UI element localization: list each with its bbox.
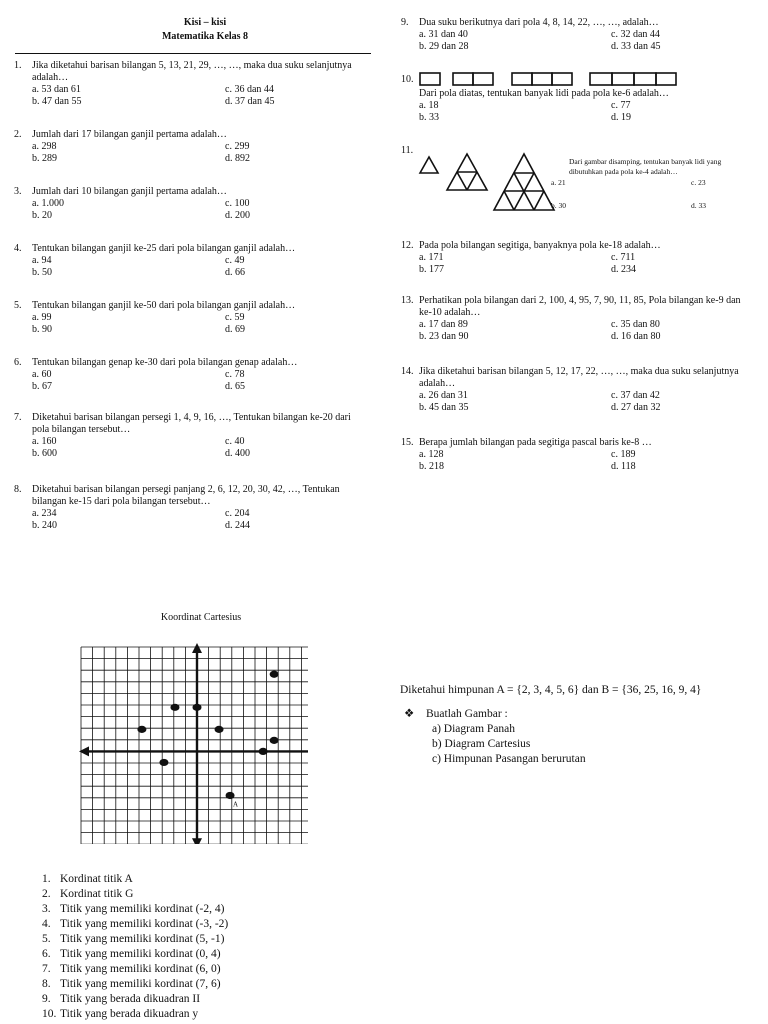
answer-option[interactable]: d. 118 (611, 461, 636, 472)
question-7 (14, 412, 359, 460)
answer-option[interactable]: a. 60 (32, 369, 52, 380)
answer-option[interactable]: a. 234 (32, 508, 57, 519)
list-text: Titik yang memiliki kordinat (5, -1) (60, 933, 225, 945)
list-text: Titik yang memiliki kordinat (6, 0) (60, 963, 221, 975)
list-text: Titik yang berada dikuadran II (60, 993, 201, 1005)
question-number: 10. (401, 74, 414, 85)
question-number: 13. (401, 295, 414, 306)
question-text: Dua suku berikutnya dari pola 4, 8, 14, 22, …, …, adalah… (419, 17, 659, 28)
answer-option[interactable]: b. 20 (32, 210, 52, 221)
document-header (60, 16, 350, 44)
y-axis-down-arrow-icon (192, 838, 202, 844)
coordinate-list-item (42, 947, 362, 962)
answer-option[interactable]: d. 892 (225, 153, 250, 164)
question-15 (401, 437, 751, 473)
answer-option[interactable]: a. 171 (419, 252, 444, 263)
question-number: 11. (401, 145, 414, 156)
cartesian-grid (72, 638, 308, 844)
y-axis-up-arrow-icon (192, 643, 202, 653)
answer-option[interactable]: c. 23 (691, 178, 706, 187)
question-text: Tentukan bilangan genap ke-30 dari pola bilangan genap adalah… (32, 357, 298, 368)
answer-option[interactable]: b. 45 dan 35 (419, 402, 469, 413)
coordinate-list-item (42, 887, 362, 902)
answer-option[interactable]: a. 17 dan 89 (419, 319, 468, 330)
coordinate-list-item (42, 962, 362, 977)
answer-option[interactable]: b. 23 dan 90 (419, 331, 469, 342)
answer-option[interactable]: c. 78 (225, 369, 245, 380)
coordinate-list-item (42, 872, 362, 887)
coordinate-list-item (42, 992, 362, 1007)
triangle-pattern-2 (447, 154, 487, 190)
coordinate-question-list (42, 872, 362, 1022)
coordinate-list-item (42, 977, 362, 992)
answer-option[interactable]: d. 234 (611, 264, 636, 275)
answer-option[interactable]: c. 204 (225, 508, 250, 519)
diamond-bullet-icon: ❖ (404, 708, 415, 720)
question-text: Jika diketahui barisan bilangan 5, 12, 17, 22, …, …, maka dua suku selanjutnya adalah… (419, 366, 739, 389)
question-3 (14, 186, 359, 222)
answer-option[interactable]: d. 33 dan 45 (611, 41, 661, 52)
list-number: 7. (42, 963, 51, 975)
answer-option[interactable]: a. 53 dan 61 (32, 84, 81, 95)
plotted-point (226, 792, 235, 799)
question-text: Tentukan bilangan ganjil ke-50 dari pola bilangan ganjil adalah… (32, 300, 296, 311)
answer-option[interactable]: b. 289 (32, 153, 57, 164)
triangle-pattern-figure (418, 152, 558, 214)
plotted-point (159, 759, 168, 766)
square-pattern-3 (512, 73, 572, 85)
square-pattern-1 (420, 73, 440, 85)
answer-option[interactable]: d. 16 dan 80 (611, 331, 661, 342)
list-number: 4. (42, 918, 51, 930)
plotted-point (193, 704, 202, 711)
question-number: 9. (401, 17, 409, 28)
answer-option[interactable]: b. 50 (32, 267, 52, 278)
question-14 (401, 366, 751, 414)
question-text: Diketahui barisan bilangan persegi panjang 2, 6, 12, 20, 30, 42, …, Tentukan bilangan ke-15 dari pola bilangan tersebut… (32, 484, 340, 507)
answer-option[interactable]: d. 27 dan 32 (611, 402, 661, 413)
set-info-task-text: Buatlah Gambar : (426, 708, 508, 720)
answer-option[interactable]: c. 77 (611, 100, 631, 111)
answer-option[interactable]: a. 128 (419, 449, 444, 460)
set-info-items (432, 722, 760, 767)
set-info-text: Diketahui himpunan A = {2, 3, 4, 5, 6} dan B = {36, 25, 16, 9, 4} (400, 684, 702, 696)
list-text: Titik yang berada dikuadran y (60, 1008, 199, 1020)
question-text: Jumlah dari 10 bilangan ganjil pertama adalah… (32, 186, 227, 197)
list-number: 5. (42, 933, 51, 945)
answer-option[interactable]: d. 19 (611, 112, 631, 123)
answer-option[interactable]: a. 160 (32, 436, 57, 447)
answer-option[interactable]: c. 59 (225, 312, 245, 323)
answer-option[interactable]: c. 32 dan 44 (611, 29, 660, 40)
list-number: 8. (42, 978, 51, 990)
question-text: Berapa jumlah bilangan pada segitiga pascal baris ke-8 … (419, 437, 652, 448)
list-number: 10. (42, 1008, 57, 1020)
question-number: 12. (401, 240, 414, 251)
answer-option[interactable]: a. 18 (419, 100, 439, 111)
set-task-item: b) Diagram Cartesius (432, 738, 531, 750)
plotted-point (170, 704, 179, 711)
answer-option[interactable]: d. 400 (225, 448, 250, 459)
question-1 (14, 60, 359, 108)
answer-option[interactable]: b. 67 (32, 381, 52, 392)
answer-option[interactable]: b. 218 (419, 461, 444, 472)
list-number: 6. (42, 948, 51, 960)
question-text: Jika diketahui barisan bilangan 5, 13, 21, 29, …, …, maka dua suku selanjutnya adalah… (32, 60, 352, 83)
question-number: 4. (14, 243, 22, 254)
answer-option[interactable]: a. 21 (551, 178, 566, 187)
plotted-point (215, 726, 224, 733)
plotted-point (259, 748, 268, 755)
answer-option[interactable]: a. 99 (32, 312, 52, 323)
list-text: Titik yang memiliki kordinat (0, 4) (60, 948, 221, 960)
coordinate-list-item (42, 932, 362, 947)
list-number: 1. (42, 873, 51, 885)
answer-option[interactable]: b. 30 (551, 201, 566, 210)
question-number: 7. (14, 412, 22, 423)
question-text: Jumlah dari 17 bilangan ganjil pertama adalah… (32, 129, 227, 140)
question-4 (14, 243, 359, 279)
question-text: Dari gambar disamping, tentukan banyak lidi yang dibutuhkan pada pola ke-4 adalah… (569, 157, 722, 176)
answer-option[interactable]: a. 1.000 (32, 198, 64, 209)
answer-option[interactable]: a. 26 dan 31 (419, 390, 468, 401)
answer-option[interactable]: a. 298 (32, 141, 57, 152)
plotted-point (270, 737, 279, 744)
set-task-item: c) Himpunan Pasangan berurutan (432, 753, 586, 765)
square-pattern-2 (453, 73, 493, 85)
question-number: 15. (401, 437, 414, 448)
question-number: 6. (14, 357, 22, 368)
set-info-section (400, 683, 760, 767)
answer-option[interactable]: c. 35 dan 80 (611, 319, 660, 330)
list-text: Titik yang memiliki kordinat (7, 6) (60, 978, 221, 990)
triangle-pattern-3 (494, 154, 554, 210)
question-5 (14, 300, 359, 336)
answer-option[interactable]: d. 65 (225, 381, 245, 392)
answer-option[interactable]: c. 49 (225, 255, 245, 266)
triangle-pattern-1 (420, 157, 438, 173)
question-text: Tentukan bilangan ganjil ke-25 dari pola bilangan ganjil adalah… (32, 243, 296, 254)
answer-option[interactable]: d. 244 (225, 520, 250, 531)
answer-option[interactable]: c. 40 (225, 436, 245, 447)
list-text: Kordinat titik G (60, 888, 134, 900)
list-number: 9. (42, 993, 51, 1005)
answer-option[interactable]: c. 711 (611, 252, 636, 263)
plotted-point (137, 726, 146, 733)
question-number: 8. (14, 484, 22, 495)
question-number: 1. (14, 60, 22, 71)
document-title: Kisi – kisi (183, 17, 227, 28)
answer-option[interactable]: d. 200 (225, 210, 250, 221)
coordinate-list-item (42, 902, 362, 917)
answer-option[interactable]: c. 299 (225, 141, 250, 152)
coordinate-list-item (42, 917, 362, 932)
question-text: Dari pola diatas, tentukan banyak lidi pada pola ke-6 adalah… (419, 88, 669, 99)
answer-option[interactable]: b. 29 dan 28 (419, 41, 469, 52)
square-pattern-4 (590, 73, 676, 85)
question-text: Perhatikan pola bilangan dari 2, 100, 4, 95, 7, 90, 11, 85, Pola bilangan ke-9 dan ke-10 adalah… (419, 295, 741, 318)
answer-option[interactable]: d. 37 dan 45 (225, 96, 275, 107)
matchstick-squares-figure (418, 70, 680, 88)
question-number: 14. (401, 366, 414, 377)
list-text: Kordinat titik A (60, 873, 133, 885)
set-task-item: a) Diagram Panah (432, 723, 516, 735)
question-2 (14, 129, 359, 165)
header-divider (15, 53, 371, 54)
point-label-a: A (233, 800, 239, 809)
list-number: 2. (42, 888, 51, 900)
question-text: Diketahui barisan bilangan persegi 1, 4, 9, 16, …, Tentukan bilangan ke-20 dari pola bilangan tersebut… (32, 412, 351, 435)
answer-option[interactable]: a. 94 (32, 255, 52, 266)
list-text: Titik yang memiliki kordinat (-3, -2) (60, 918, 229, 930)
question-12 (401, 240, 751, 276)
plotted-point (270, 671, 279, 678)
cartesian-title: Koordinat Cartesius (160, 612, 242, 623)
question-number: 5. (14, 300, 22, 311)
coordinate-list-item (42, 1007, 362, 1022)
answer-option[interactable]: a. 31 dan 40 (419, 29, 468, 40)
answer-option[interactable]: b. 90 (32, 324, 52, 335)
x-axis-left-arrow-icon (79, 746, 89, 756)
question-9 (401, 17, 751, 53)
answer-option[interactable]: c. 189 (611, 449, 636, 460)
document-subtitle: Matematika Kelas 8 (161, 31, 249, 42)
answer-option[interactable]: d. 66 (225, 267, 245, 278)
answer-option[interactable]: d. 33 (691, 201, 706, 210)
answer-option[interactable]: b. 240 (32, 520, 57, 531)
question-number: 3. (14, 186, 22, 197)
question-8 (14, 484, 359, 532)
answer-option[interactable]: c. 37 dan 42 (611, 390, 660, 401)
list-text: Titik yang memiliki kordinat (-2, 4) (60, 903, 225, 915)
answer-option[interactable]: c. 100 (225, 198, 250, 209)
answer-option[interactable]: b. 33 (419, 112, 439, 123)
answer-option[interactable]: c. 36 dan 44 (225, 84, 274, 95)
question-number: 2. (14, 129, 22, 140)
question-text: Pada pola bilangan segitiga, banyaknya pola ke-18 adalah… (419, 240, 661, 251)
answer-option[interactable]: b. 177 (419, 264, 444, 275)
set-info-task (400, 707, 760, 722)
list-number: 3. (42, 903, 51, 915)
answer-option[interactable]: d. 69 (225, 324, 245, 335)
answer-option[interactable]: b. 600 (32, 448, 57, 459)
question-6 (14, 357, 359, 393)
answer-option[interactable]: b. 47 dan 55 (32, 96, 82, 107)
question-13 (401, 295, 751, 343)
